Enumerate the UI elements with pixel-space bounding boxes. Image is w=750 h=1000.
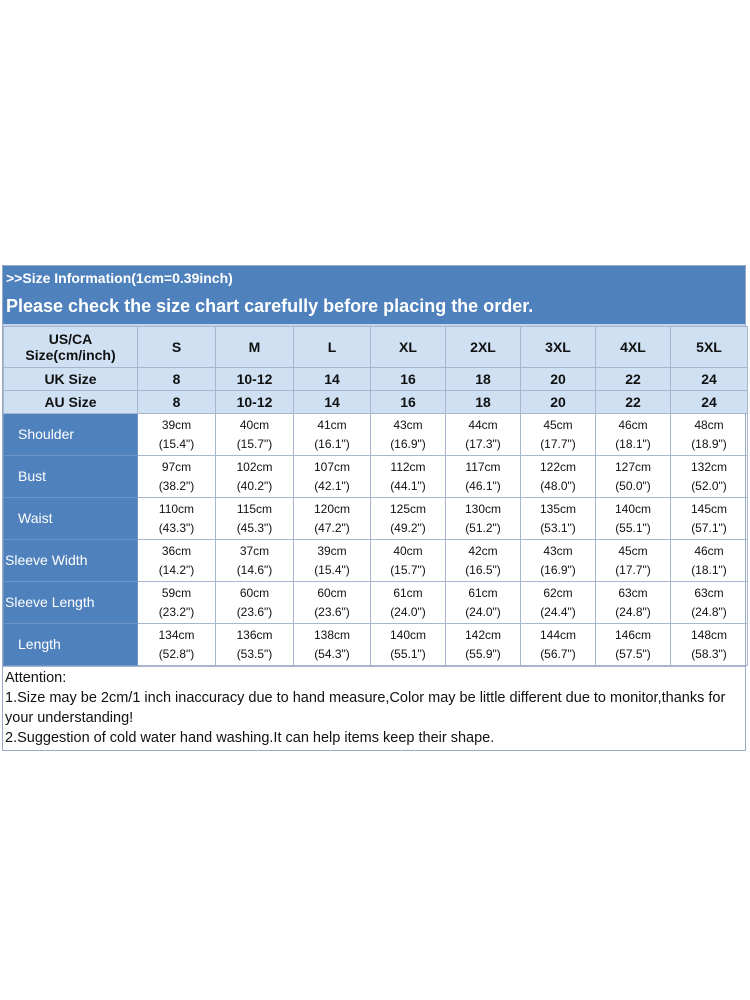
- inch-value: (16.5"): [465, 562, 501, 577]
- inch-value: (53.5"): [236, 646, 273, 661]
- us-size-cell: XL: [371, 327, 446, 368]
- cm-value: 134cm: [158, 627, 195, 642]
- inch-value: (15.4"): [158, 436, 195, 451]
- inch-value: (17.7"): [540, 436, 576, 451]
- cm-value: 144cm: [539, 627, 577, 642]
- au-size-cell: 20: [521, 391, 596, 414]
- us-label-line2: Size(cm/inch): [25, 347, 116, 363]
- inch-value: (38.2"): [158, 478, 195, 493]
- inch-value: (16.1"): [314, 436, 350, 451]
- measurement-row: [4, 582, 748, 624]
- measurement-cell: [671, 456, 748, 498]
- inch-value: (52.0"): [691, 478, 727, 493]
- attention-title: Attention:: [5, 670, 67, 686]
- measurement-label-text: Shoulder: [18, 426, 75, 442]
- inch-value: (40.2"): [236, 478, 273, 493]
- us-size-cell: 3XL: [521, 327, 596, 368]
- us-size-cell: 5XL: [671, 327, 748, 368]
- measurement-cell: [138, 456, 216, 498]
- measurement-cell: [521, 624, 596, 666]
- au-size-row: [4, 391, 748, 414]
- cm-value: 125cm: [389, 501, 427, 516]
- measurement-row: [4, 624, 748, 666]
- uk-size-cell: 20: [521, 368, 596, 391]
- cm-value: 40cm: [393, 543, 423, 558]
- inch-value: (24.4"): [540, 604, 576, 619]
- inch-value: (47.2"): [314, 520, 350, 535]
- inch-value: (57.1"): [691, 520, 727, 535]
- cm-value: 40cm: [239, 417, 270, 432]
- measurement-cell: [371, 414, 446, 456]
- measurement-cell: [671, 414, 748, 456]
- au-size-cell: 16: [371, 391, 446, 414]
- measurement-cell: [138, 540, 216, 582]
- measurement-row: [4, 414, 748, 456]
- attention-line-2: 2.Suggestion of cold water hand washing.It can help items keep their shape.: [5, 730, 495, 746]
- cm-value: 146cm: [614, 627, 652, 642]
- inch-value: (56.7"): [540, 646, 576, 661]
- measurement-cell: [596, 498, 671, 540]
- inch-value: (55.9"): [465, 646, 501, 661]
- cm-value: 140cm: [389, 627, 427, 642]
- cm-value: 130cm: [464, 501, 502, 516]
- cm-value: 63cm: [618, 585, 648, 600]
- measurement-cell: [294, 456, 371, 498]
- inch-value: (54.3"): [314, 646, 350, 661]
- measurement-cell: [216, 456, 294, 498]
- measurement-row: [4, 498, 748, 540]
- measurement-cell: [216, 582, 294, 624]
- us-size-cell: 4XL: [596, 327, 671, 368]
- measurement-cell: [446, 624, 521, 666]
- inch-value: (15.7"): [236, 436, 273, 451]
- cm-value: 59cm: [161, 585, 192, 600]
- inch-value: (15.4"): [314, 562, 350, 577]
- measurement-cell: [596, 540, 671, 582]
- measurement-label: [4, 414, 138, 456]
- au-size-label: AU Size: [4, 391, 138, 414]
- measurement-row: [4, 456, 748, 498]
- cm-value: 110cm: [158, 501, 195, 516]
- cm-value: 122cm: [539, 459, 577, 474]
- measurement-label-text: Sleeve Length: [5, 594, 95, 610]
- size-check-notice: Please check the size chart carefully before placing the order.: [3, 288, 745, 326]
- measurement-cell: [596, 456, 671, 498]
- us-size-cell: M: [216, 327, 294, 368]
- inch-value: (23.6"): [236, 604, 273, 619]
- measurement-label-text: Sleeve Width: [5, 552, 88, 568]
- cm-value: 142cm: [464, 627, 502, 642]
- cm-value: 36cm: [161, 543, 192, 558]
- cm-value: 117cm: [465, 459, 501, 474]
- measurement-cell: [446, 414, 521, 456]
- measurement-label-text: Bust: [18, 468, 47, 484]
- cm-value: 44cm: [468, 417, 498, 432]
- size-table: [3, 326, 748, 666]
- measurement-label: [4, 582, 138, 624]
- inch-value: (48.0"): [540, 478, 576, 493]
- attention-notes: [3, 666, 745, 750]
- cm-value: 145cm: [690, 501, 728, 516]
- cm-value: 39cm: [317, 543, 347, 558]
- cm-value: 37cm: [239, 543, 270, 558]
- uk-size-label: UK Size: [4, 368, 138, 391]
- measurement-cell: [138, 582, 216, 624]
- attention-line-1: 1.Size may be 2cm/1 inch inaccuracy due to hand measure,Color may be little different due to monitor,thanks for your understanding!: [5, 690, 726, 726]
- au-size-cell: 18: [446, 391, 521, 414]
- cm-value: 46cm: [694, 543, 724, 558]
- inch-value: (43.3"): [158, 520, 195, 535]
- inch-value: (17.7"): [615, 562, 651, 577]
- cm-value: 132cm: [690, 459, 728, 474]
- inch-value: (24.0"): [465, 604, 501, 619]
- measurement-cell: [216, 414, 294, 456]
- measurement-cell: [596, 414, 671, 456]
- inch-value: (18.1"): [691, 562, 727, 577]
- us-size-label: [4, 327, 138, 368]
- cm-value: 41cm: [317, 417, 347, 432]
- uk-size-row: [4, 368, 748, 391]
- inch-value: (42.1"): [314, 478, 350, 493]
- measurement-cell: [216, 540, 294, 582]
- cm-value: 45cm: [618, 543, 648, 558]
- measurement-cell: [294, 414, 371, 456]
- uk-size-cell: 10-12: [216, 368, 294, 391]
- inch-value: (46.1"): [465, 478, 501, 493]
- measurement-cell: [294, 582, 371, 624]
- measurement-cell: [446, 540, 521, 582]
- inch-value: (55.1"): [615, 520, 651, 535]
- cm-value: 135cm: [539, 501, 577, 516]
- inch-value: (24.0"): [390, 604, 426, 619]
- cm-value: 97cm: [161, 459, 192, 474]
- cm-value: 46cm: [618, 417, 648, 432]
- cm-value: 43cm: [393, 417, 423, 432]
- uk-size-cell: 8: [138, 368, 216, 391]
- measurement-label-text: Waist: [18, 510, 53, 526]
- measurement-cell: [446, 456, 521, 498]
- us-label-line1: US/CA: [48, 331, 93, 347]
- us-size-row: [4, 327, 748, 368]
- inch-value: (55.1"): [390, 646, 426, 661]
- measurement-cell: [216, 498, 294, 540]
- cm-value: 60cm: [317, 585, 347, 600]
- measurement-cell: [371, 456, 446, 498]
- measurement-label: [4, 624, 138, 666]
- us-size-cell: S: [138, 327, 216, 368]
- measurement-cell: [294, 624, 371, 666]
- inch-value: (15.7"): [390, 562, 426, 577]
- measurement-cell: [671, 582, 748, 624]
- measurement-cell: [521, 456, 596, 498]
- inch-value: (58.3"): [691, 646, 727, 661]
- cm-value: 39cm: [161, 417, 192, 432]
- cm-value: 102cm: [236, 459, 273, 474]
- size-chart: [2, 265, 746, 751]
- inch-value: (57.5"): [615, 646, 651, 661]
- measurement-cell: [521, 540, 596, 582]
- measurement-label: [4, 498, 138, 540]
- measurement-cell: [596, 582, 671, 624]
- measurement-cell: [446, 498, 521, 540]
- us-size-cell: 2XL: [446, 327, 521, 368]
- measurement-cell: [138, 624, 216, 666]
- uk-size-cell: 18: [446, 368, 521, 391]
- au-size-cell: 10-12: [216, 391, 294, 414]
- cm-value: 138cm: [313, 627, 351, 642]
- inch-value: (44.1"): [390, 478, 426, 493]
- inch-value: (49.2"): [390, 520, 426, 535]
- inch-value: (45.3"): [236, 520, 273, 535]
- us-size-cell: L: [294, 327, 371, 368]
- inch-value: (23.2"): [158, 604, 195, 619]
- measurement-cell: [138, 414, 216, 456]
- inch-value: (50.0"): [615, 478, 651, 493]
- cm-value: 43cm: [543, 543, 573, 558]
- measurement-cell: [671, 498, 748, 540]
- inch-value: (52.8"): [158, 646, 195, 661]
- inch-value: (18.1"): [615, 436, 651, 451]
- measurement-cell: [521, 582, 596, 624]
- measurement-label: [4, 540, 138, 582]
- inch-value: (14.2"): [158, 562, 195, 577]
- uk-size-cell: 24: [671, 368, 748, 391]
- uk-size-cell: 22: [596, 368, 671, 391]
- inch-value: (24.8"): [615, 604, 651, 619]
- measurement-cell: [521, 498, 596, 540]
- measurement-cell: [294, 540, 371, 582]
- measurement-label: [4, 456, 138, 498]
- cm-value: 107cm: [313, 459, 351, 474]
- measurement-cell: [521, 414, 596, 456]
- au-size-cell: 22: [596, 391, 671, 414]
- inch-value: (53.1"): [540, 520, 576, 535]
- cm-value: 61cm: [468, 585, 498, 600]
- cm-value: 62cm: [543, 585, 573, 600]
- cm-value: 45cm: [543, 417, 573, 432]
- inch-value: (14.6"): [236, 562, 273, 577]
- measurement-cell: [371, 624, 446, 666]
- cm-value: 61cm: [393, 585, 423, 600]
- au-size-cell: 8: [138, 391, 216, 414]
- measurement-cell: [596, 624, 671, 666]
- au-size-cell: 14: [294, 391, 371, 414]
- inch-value: (24.8"): [691, 604, 727, 619]
- cm-value: 60cm: [239, 585, 270, 600]
- au-size-cell: 24: [671, 391, 748, 414]
- measurement-cell: [371, 582, 446, 624]
- cm-value: 148cm: [690, 627, 728, 642]
- inch-value: (18.9"): [691, 436, 727, 451]
- cm-value: 127cm: [614, 459, 652, 474]
- cm-value: 140cm: [614, 501, 652, 516]
- cm-value: 115cm: [236, 501, 273, 516]
- cm-value: 48cm: [694, 417, 724, 432]
- measurement-label-text: Length: [18, 636, 61, 652]
- cm-value: 42cm: [468, 543, 498, 558]
- measurement-cell: [371, 498, 446, 540]
- inch-value: (51.2"): [465, 520, 501, 535]
- cm-value: 112cm: [390, 459, 426, 474]
- measurement-cell: [294, 498, 371, 540]
- inch-value: (16.9"): [540, 562, 576, 577]
- uk-size-cell: 14: [294, 368, 371, 391]
- measurement-cell: [671, 624, 748, 666]
- measurement-cell: [216, 624, 294, 666]
- inch-value: (16.9"): [390, 436, 426, 451]
- size-info-banner: [3, 266, 745, 326]
- measurement-cell: [138, 498, 216, 540]
- measurement-cell: [371, 540, 446, 582]
- measurement-row: [4, 540, 748, 582]
- measurement-cell: [671, 540, 748, 582]
- inch-value: (23.6"): [314, 604, 350, 619]
- inch-value: (17.3"): [465, 436, 501, 451]
- cm-value: 63cm: [694, 585, 724, 600]
- size-info-title: >>Size Information(1cm=0.39inch): [6, 270, 233, 286]
- cm-value: 120cm: [313, 501, 351, 516]
- cm-value: 136cm: [236, 627, 273, 642]
- uk-size-cell: 16: [371, 368, 446, 391]
- measurement-cell: [446, 582, 521, 624]
